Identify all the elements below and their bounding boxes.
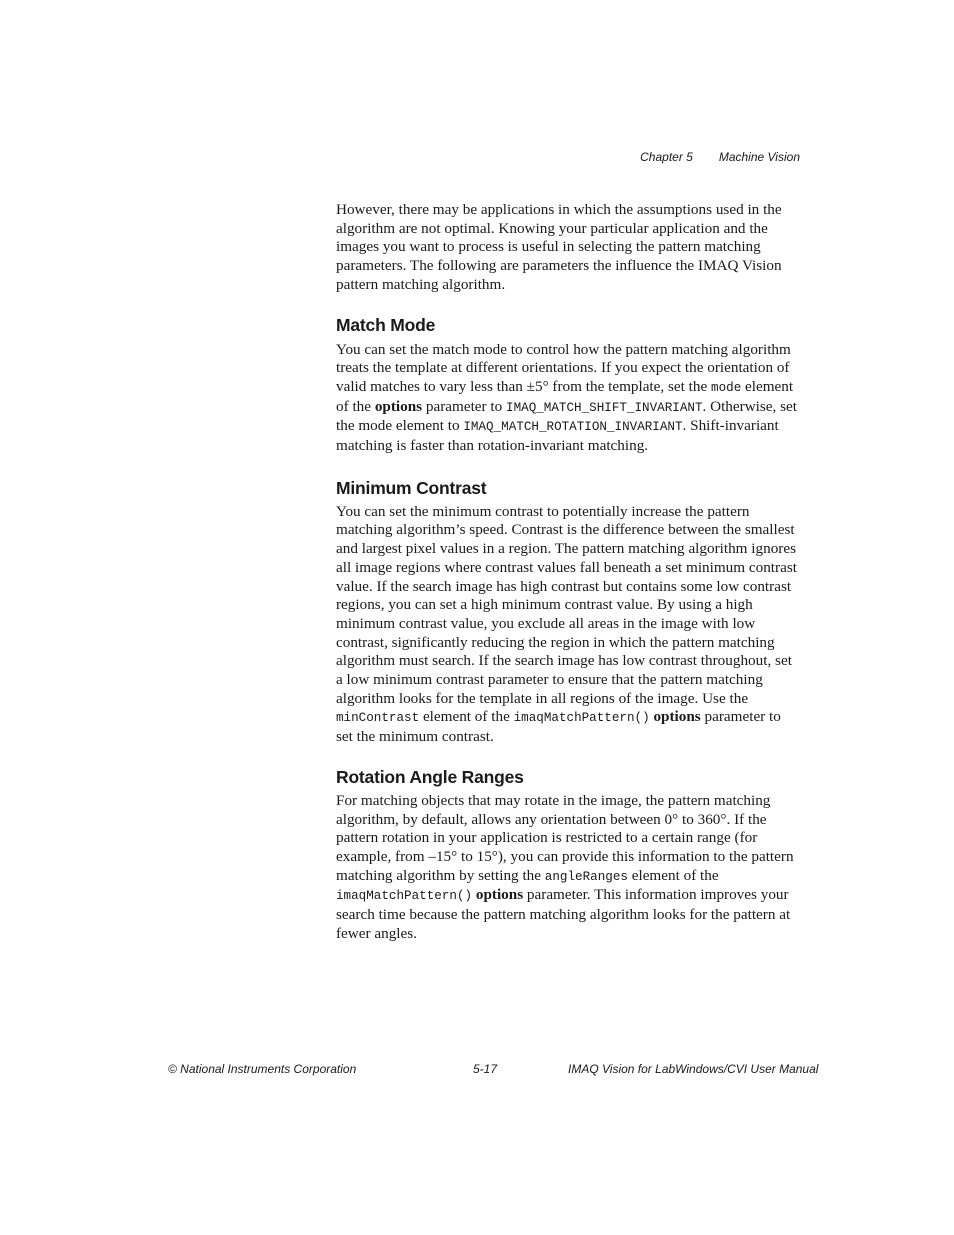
text-run: . Otherwise, set the mode element to <box>336 397 797 435</box>
options-term: options <box>475 886 524 904</box>
text-run: You can set the minimum contrast to potentially increase the pattern matching algorithm’s speed. Contrast is the difference between the smallest and largest pixel values in a region. The pattern matching algorithm ignores all image regions where contrast values fall beneath a set minimum contrast value. If the search image has high contrast but contains some low contrast regions, you can set a high minimum contrast value. By using a high minimum contrast value, you exclude all areas in the image with low contrast, significantly reducing the region in which the pattern matching algorithm must search. If the search image has low contrast throughout, set a low minimum contrast parameter to ensure that the pattern matching algorithm looks for the template in all regions of the image. Use the <box>336 502 797 707</box>
footer-manual-title: IMAQ Vision for LabWindows/CVI User Manual <box>568 1062 819 1076</box>
options-term: options <box>653 708 701 726</box>
text-run: element of the <box>336 377 794 415</box>
text-run: . Shift-invariant matching is faster than rotation-invariant matching. <box>336 417 779 455</box>
intro-paragraph: However, there may be applications in which the assumptions used in the algorithm are not optimal. Knowing your particular application and the images you want to process is useful in selecting the pattern matching parameters. The following are parameters the influence the IMAQ Vision pattern matching algorithm. <box>336 201 782 293</box>
code-imaqmatchpattern: imaqMatchPattern() <box>513 711 650 726</box>
page-body <box>336 201 800 944</box>
code-rotation-invariant: IMAQ_MATCH_ROTATION_INVARIANT <box>463 420 683 435</box>
match-mode-heading: Match Mode <box>336 314 436 335</box>
minimum-contrast-paragraph <box>336 503 800 747</box>
text-run: element of the <box>627 866 719 884</box>
text-run: element of the <box>419 708 514 726</box>
text-run: You can set the match mode to control how the pattern matching algorithm treats the template at different orientations. If you expect the orientation of valid matches to vary less than ±5° from the template, set the <box>336 340 791 395</box>
section-label: Machine Vision <box>718 150 800 164</box>
match-mode-paragraph <box>336 341 800 456</box>
text-run: parameter. This information improves your search time because the pattern matching algorithm looks for the pattern at fewer angles. <box>336 886 791 942</box>
text-run: parameter to <box>422 397 507 415</box>
rotation-angle-ranges-paragraph <box>336 792 800 944</box>
text-run: parameter to set the minimum contrast. <box>336 708 781 746</box>
code-imaqmatchpattern: imaqMatchPattern() <box>336 889 473 904</box>
options-term: options <box>374 397 423 415</box>
code-shift-invariant: IMAQ_MATCH_SHIFT_INVARIANT <box>506 400 703 415</box>
running-header <box>640 150 800 164</box>
minimum-contrast-heading: Minimum Contrast <box>336 477 487 498</box>
footer-page-number: 5-17 <box>473 1062 498 1076</box>
rotation-angle-ranges-heading: Rotation Angle Ranges <box>336 766 524 787</box>
code-mincontrast: minContrast <box>336 711 420 726</box>
code-angleranges: angleRanges <box>544 869 628 884</box>
text-run: For matching objects that may rotate in the image, the pattern matching algorithm, by default, allows any orientation between 0° to 360°. If the pattern rotation in your application is restricted to a certain range (for example, from –15° to 15°), you can provide this information to the pattern matching algorithm by setting the <box>336 791 794 884</box>
footer-copyright: © National Instruments Corporation <box>168 1062 357 1076</box>
code-mode: mode <box>711 380 742 395</box>
chapter-label: Chapter 5 <box>640 150 693 164</box>
